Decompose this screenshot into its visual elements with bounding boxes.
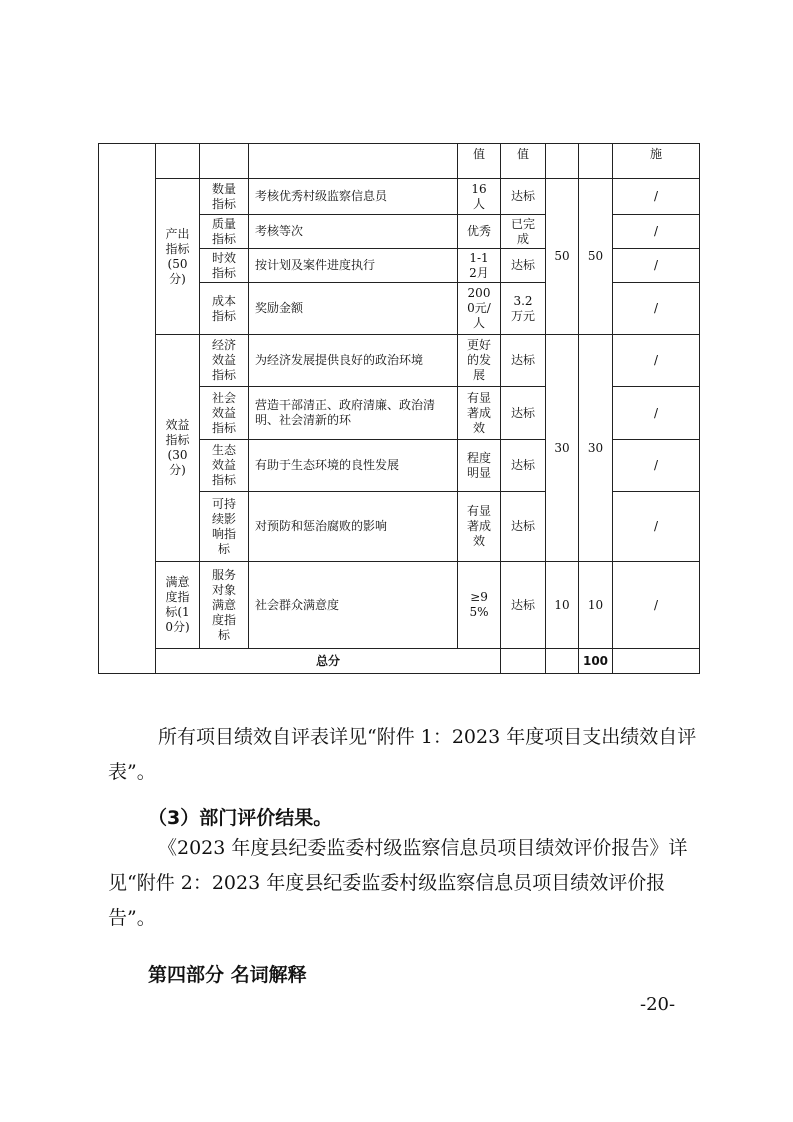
- measure: /: [613, 335, 700, 387]
- target-value: ≥95%: [469, 590, 489, 619]
- indicator-content: 考核优秀村级监察信息员: [249, 179, 458, 215]
- total-value: 100: [579, 649, 613, 674]
- target-value: 更好的发展: [466, 338, 491, 382]
- sub-indicator: 社会效益指标: [211, 390, 236, 435]
- target-value: 有显著成效: [466, 504, 491, 548]
- output-weight: 50: [546, 179, 579, 335]
- sub-indicator: 经济效益指标: [211, 338, 236, 382]
- indicator-content: 为经济发展提供良好的政治环境: [249, 335, 458, 387]
- benefit-score: 30: [579, 335, 613, 562]
- actual-value: 已完成: [510, 216, 535, 246]
- header-row: [99, 144, 700, 179]
- sub-indicator: 数量指标: [211, 181, 236, 211]
- measure: /: [613, 283, 700, 335]
- actual-value: 达标: [501, 179, 546, 215]
- section-heading: 第四部分 名词解释: [148, 964, 307, 986]
- satisfaction-weight: 10: [546, 562, 579, 649]
- sub-indicator: 可持续影响指标: [211, 496, 236, 556]
- measure: /: [613, 249, 700, 283]
- benefit-weight: 30: [546, 335, 579, 562]
- sub-indicator: 服务对象满意度指标: [211, 567, 236, 642]
- actual-value: 达标: [501, 335, 546, 387]
- table-row: [99, 179, 700, 215]
- actual-value: 达标: [501, 440, 546, 492]
- project-cell: [99, 144, 156, 674]
- indicator-content: 社会群众满意度: [249, 562, 458, 649]
- target-value: 2000元/人: [467, 286, 491, 330]
- measure: /: [613, 440, 700, 492]
- body-paragraph-1: 所有项目绩效自评表详见“附件 1：2023 年度项目支出绩效自评表”。: [108, 726, 697, 783]
- sub-indicator: 质量指标: [211, 216, 236, 246]
- indicator-content: 对预防和惩治腐败的影响: [249, 492, 458, 562]
- satisfaction-score: 10: [579, 562, 613, 649]
- actual-value: 达标: [501, 492, 546, 562]
- indicator-content: 奖励金额: [249, 283, 458, 335]
- measure: /: [613, 179, 700, 215]
- indicator-content: 有助于生态环境的良性发展: [249, 440, 458, 492]
- total-row: [99, 649, 700, 674]
- actual-value: 达标: [501, 249, 546, 283]
- benefit-category: 效益指标(30分): [165, 418, 190, 477]
- actual-value: 达标: [501, 562, 546, 649]
- target-value: 1-12月: [469, 250, 489, 280]
- table-row: [99, 335, 700, 387]
- header-measures: 施: [613, 144, 700, 179]
- header-actual-value: 值: [501, 144, 546, 179]
- measure: /: [613, 215, 700, 249]
- body-paragraph-2: 《2023 年度县纪委监委村级监察信息员项目绩效评价报告》详见“附件 2：2023 年度县纪委监委村级监察信息员项目绩效评价报告”。: [108, 837, 688, 929]
- table-row: [99, 562, 700, 649]
- indicator-content: 考核等次: [249, 215, 458, 249]
- indicator-content: 按计划及案件进度执行: [249, 249, 458, 283]
- indicator-content: 营造干部清正、政府清廉、政治清明、社会清新的环: [249, 387, 458, 440]
- actual-value: 达标: [501, 387, 546, 440]
- target-value: 程度明显: [466, 450, 491, 480]
- performance-table: [98, 143, 700, 674]
- output-category: 产出指标(50分): [165, 226, 190, 286]
- measure: /: [613, 387, 700, 440]
- total-label: 总分: [156, 649, 501, 674]
- satisfaction-category: 满意度指标(10分): [165, 575, 190, 634]
- output-score: 50: [579, 179, 613, 335]
- header-target-value: 值: [458, 144, 501, 179]
- actual-value: 3.2万元: [510, 293, 535, 323]
- target-value: 有显著成效: [466, 390, 491, 435]
- sub-indicator: 生态效益指标: [211, 443, 236, 487]
- sub-indicator: 成本指标: [211, 293, 236, 323]
- page-number: -20-: [640, 994, 676, 1015]
- heading-3: （3）部门评价结果。: [148, 807, 333, 829]
- target-value: 16人: [471, 181, 487, 211]
- measure: /: [613, 562, 700, 649]
- sub-indicator: 时效指标: [211, 250, 236, 280]
- measure: /: [613, 492, 700, 562]
- target-value: 优秀: [458, 215, 501, 249]
